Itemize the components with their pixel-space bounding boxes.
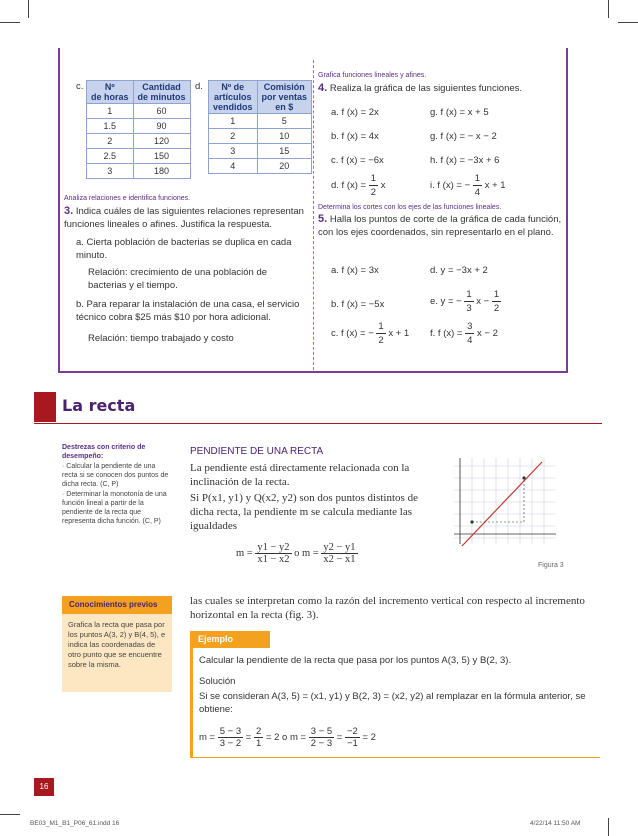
fraction-numerator: y2 − y1 bbox=[323, 542, 356, 553]
ex4-item-d bbox=[331, 172, 385, 199]
table-cell: 4 bbox=[209, 159, 258, 174]
ex5-text: Halla los puntos de corte de la gráfica de cada función, con los ejes coordenados, sin representarlo en el plano. bbox=[318, 214, 562, 238]
ex4-item: h. f (x) = −3x + 6 bbox=[430, 155, 500, 166]
formula-eq: = bbox=[336, 732, 343, 744]
ejemplo-solution-text: Si se consideran A(3, 5) = (x1, y1) y B(2, 3) = (x2, y2) al remplazar en la fórmula anterior, se obtiene: bbox=[199, 691, 586, 715]
fraction-numerator: −2 bbox=[346, 726, 358, 737]
fraction-denominator: x2 − x1 bbox=[323, 554, 356, 565]
table-cell: 3 bbox=[87, 164, 134, 179]
fraction-numerator: 1 bbox=[474, 173, 481, 184]
ex5-c-rest: x + 1 bbox=[388, 328, 410, 340]
table-row bbox=[87, 164, 191, 179]
fraction-numerator: 3 − 5 bbox=[310, 726, 333, 737]
ex4-item-i bbox=[430, 172, 506, 199]
table-header: Nº de horas bbox=[87, 81, 134, 104]
page-number: 16 bbox=[34, 778, 54, 796]
table-cell: 5 bbox=[257, 114, 312, 129]
ex5-f-label: f. f (x) = bbox=[430, 328, 463, 340]
ex4-text: Realiza la gráfica de las siguientes funciones. bbox=[329, 83, 523, 94]
table-header: Nº de artículos vendidos bbox=[209, 81, 258, 114]
column-divider bbox=[313, 60, 314, 370]
table-cell: 2.5 bbox=[87, 149, 134, 164]
fraction-denominator: 2 − 3 bbox=[310, 738, 333, 749]
ex5-item-e bbox=[430, 288, 501, 315]
fraction-denominator: 2 bbox=[493, 303, 500, 314]
ex5-item: a. f (x) = 3x bbox=[331, 265, 379, 276]
formula-m: m = bbox=[199, 732, 216, 744]
table-row bbox=[209, 144, 312, 159]
ex5-item: d. y = −3x + 2 bbox=[430, 265, 488, 276]
fraction-denominator: 4 bbox=[474, 187, 481, 198]
ex5-number: 5. bbox=[318, 213, 328, 225]
table-row bbox=[87, 104, 191, 119]
table-row bbox=[87, 119, 191, 134]
ex4-statement bbox=[318, 82, 568, 95]
ex3-number: 3. bbox=[64, 205, 74, 217]
conocimientos-title: Conocimientos previos bbox=[62, 596, 172, 614]
table-cell: 3 bbox=[209, 144, 258, 159]
figure-3-graph bbox=[452, 456, 560, 548]
pendiente-p1: La pendiente está directamente relacionada con la inclinación de la recta. bbox=[190, 462, 410, 488]
pendiente-heading: PENDIENTE DE UNA RECTA bbox=[190, 446, 324, 457]
table-cell: 2 bbox=[87, 134, 134, 149]
fraction-denominator: x1 − x2 bbox=[257, 554, 290, 565]
table-row bbox=[87, 134, 191, 149]
pendiente-formula bbox=[236, 542, 358, 565]
fraction-numerator: 3 bbox=[467, 321, 473, 332]
ex5-f-rest: x − 2 bbox=[477, 328, 498, 340]
table-row bbox=[209, 114, 312, 129]
ejemplo-title: Ejemplo bbox=[190, 631, 270, 648]
conocimientos-text: Grafica la recta que pasa por los puntos A(3, 2) y B(4, 5), e indica las coordenadas de otro punto que se encuentre sobre la misma. bbox=[62, 614, 172, 692]
ejemplo-statement: Calcular la pendiente de la recta que pasa por los puntos A(3, 5) y B(2, 3). bbox=[199, 655, 512, 666]
crop-mark bbox=[0, 22, 20, 23]
ex4-d-var: x bbox=[380, 180, 386, 192]
table-d-label: d. bbox=[195, 81, 203, 92]
crop-mark bbox=[618, 22, 638, 23]
fraction-denominator: 4 bbox=[467, 335, 473, 346]
crop-mark bbox=[608, 818, 609, 836]
footer-date: 4/22/14 11:50 AM bbox=[530, 820, 581, 827]
ejemplo-formula bbox=[199, 726, 376, 749]
table-cell: 1.5 bbox=[87, 119, 134, 134]
ex3-b: b. Para reparar la instalación de una casa, el servicio técnico cobra $25 más $10 por hora adicional. bbox=[76, 299, 300, 323]
ex3-statement bbox=[64, 205, 308, 231]
ex4-i-label: i. f (x) = − bbox=[430, 180, 471, 192]
pendiente-after: las cuales se interpretan como la razón del incremento vertical con respecto al incremento horizontal en la recta (fig. 3). bbox=[190, 595, 585, 621]
table-cell: 60 bbox=[133, 104, 190, 119]
table-cell: 180 bbox=[133, 164, 190, 179]
fraction-denominator: 3 − 2 bbox=[219, 738, 242, 749]
table-cell: 1 bbox=[209, 114, 258, 129]
fraction-numerator: 1 bbox=[370, 173, 377, 184]
formula-m: m = bbox=[236, 547, 253, 559]
crop-mark bbox=[608, 0, 609, 18]
destrezas-title: Destrezas con criterio de desempeño: bbox=[62, 444, 146, 460]
ex4-item: c. f (x) = −6x bbox=[331, 155, 384, 166]
fraction-numerator: 2 bbox=[256, 726, 262, 737]
fraction-numerator: 1 bbox=[493, 289, 500, 300]
table-header: Cantidad de minutos bbox=[133, 81, 190, 104]
ex5-e-label: e. y = − bbox=[430, 296, 462, 308]
ex3-a-answer: Relación: crecimiento de una población de bacterias y el tiempo. bbox=[88, 267, 268, 291]
ex4-item: g. f (x) = − x − 2 bbox=[430, 131, 497, 142]
crop-mark bbox=[0, 814, 20, 815]
ex3-skill: Analiza relaciones e identifica funciones. bbox=[64, 195, 191, 202]
fraction-numerator: 1 bbox=[378, 321, 384, 332]
table-c bbox=[86, 80, 191, 179]
fraction-numerator: 5 − 3 bbox=[219, 726, 242, 737]
ex4-item: a. f (x) = 2x bbox=[331, 107, 379, 118]
ex3-b-answer: Relación: tiempo trabajado y costo bbox=[88, 333, 234, 344]
table-cell: 90 bbox=[133, 119, 190, 134]
fraction-numerator: 1 bbox=[466, 289, 472, 300]
ex4-number: 4. bbox=[318, 82, 328, 94]
ex3-a: a. Cierta población de bacterias se duplica en cada minuto. bbox=[76, 237, 292, 261]
ex4-skill: Grafica funciones lineales y afines. bbox=[318, 72, 427, 79]
formula-or: o m = bbox=[294, 547, 319, 559]
fraction-denominator: 2 bbox=[370, 187, 377, 198]
ex4-d-label: d. f (x) = bbox=[331, 180, 367, 192]
ex5-item-f bbox=[430, 320, 498, 347]
destrezas-item: · Calcular la pendiente de una recta si se conocen dos puntos de dicha recta. (C, P) bbox=[62, 463, 169, 488]
ex5-skill: Determina los cortes con los ejes de las funciones lineales. bbox=[318, 204, 502, 211]
ex5-statement bbox=[318, 213, 568, 239]
table-cell: 1 bbox=[87, 104, 134, 119]
section-title: La recta bbox=[62, 396, 136, 415]
figure-caption: Figura 3 bbox=[538, 562, 564, 569]
ex4-item: b. f (x) = 4x bbox=[331, 131, 379, 142]
ex5-e-mid: x − bbox=[476, 296, 490, 308]
table-d bbox=[208, 80, 312, 174]
table-cell: 15 bbox=[257, 144, 312, 159]
crop-mark bbox=[28, 0, 29, 18]
table-row bbox=[87, 149, 191, 164]
ex5-item: b. f (x) = −5x bbox=[331, 299, 385, 310]
footer-file: BE03_M1_B1_P06_61.indd 16 bbox=[30, 820, 120, 827]
table-cell: 20 bbox=[257, 159, 312, 174]
table-cell: 2 bbox=[209, 129, 258, 144]
ejemplo-solution-label: Solución bbox=[199, 676, 236, 687]
fraction-denominator: 2 bbox=[378, 335, 384, 346]
table-cell: 120 bbox=[133, 134, 190, 149]
ex4-i-rest: x + 1 bbox=[484, 180, 506, 192]
destrezas-item: · Determinar la monotonía de una función lineal a partir de la pendiente de la recta que representa dicha función. (C, P) bbox=[62, 491, 167, 525]
table-cell: 10 bbox=[257, 129, 312, 144]
ex5-item-c bbox=[331, 320, 409, 347]
ex5-c-label: c. f (x) = − bbox=[331, 328, 374, 340]
fraction-denominator: 1 bbox=[256, 738, 262, 749]
table-row bbox=[209, 159, 312, 174]
fraction-denominator: −1 bbox=[346, 738, 358, 749]
fraction-denominator: 3 bbox=[466, 303, 472, 314]
ex4-item: g. f (x) = x + 5 bbox=[430, 107, 489, 118]
pendiente-p2: Si P(x1, y1) y Q(x2, y2) son dos puntos distintos de dicha recta, la pendiente m se calcula mediante las igualdades bbox=[190, 492, 418, 532]
section-rule bbox=[34, 423, 602, 424]
section-bar bbox=[34, 392, 56, 422]
formula-eq: = 2 bbox=[362, 732, 376, 744]
fraction-numerator: y1 − y2 bbox=[257, 542, 290, 553]
table-row bbox=[209, 129, 312, 144]
formula-eq: = 2 o m = bbox=[265, 732, 307, 744]
formula-eq: = bbox=[245, 732, 252, 744]
table-c-label: c. bbox=[76, 81, 84, 92]
table-header: Comisión por ventas en $ bbox=[257, 81, 312, 114]
ex3-text: Indica cuáles de las siguientes relaciones representan funciones lineales o afines. Justifica la respuesta. bbox=[64, 206, 304, 230]
table-cell: 150 bbox=[133, 149, 190, 164]
